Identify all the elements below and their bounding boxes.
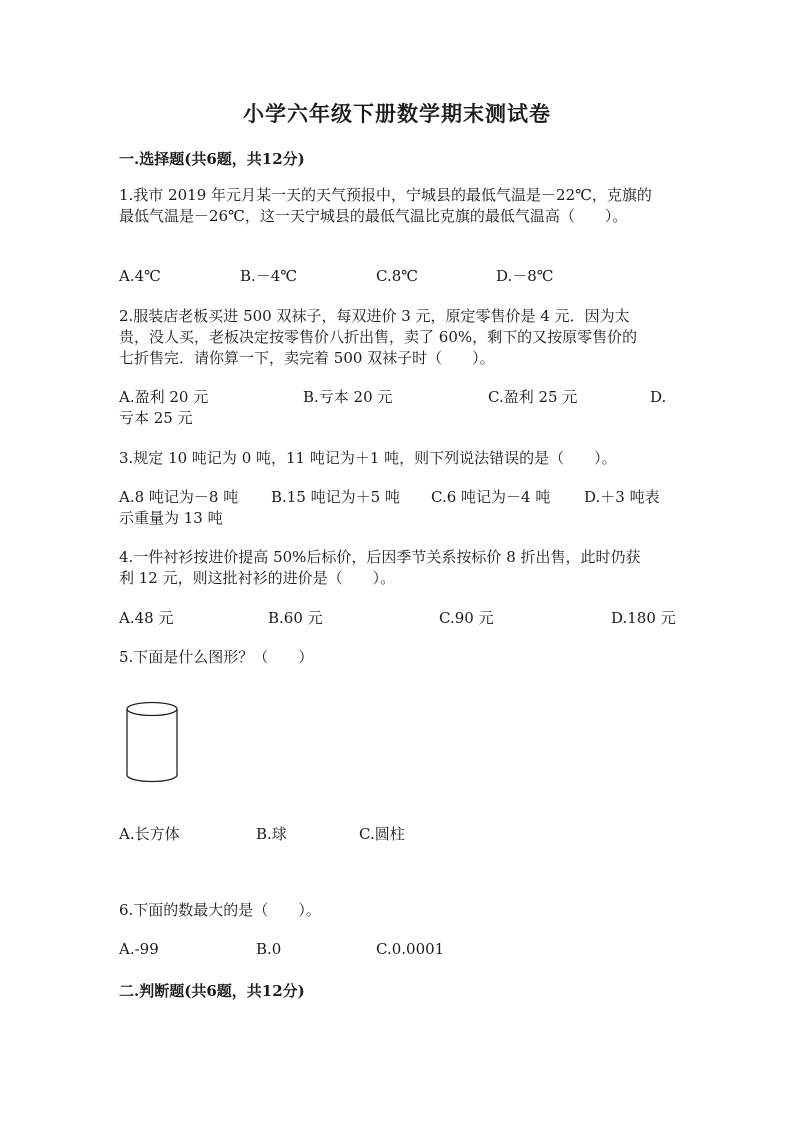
question-4-option-d: D.180 元 — [611, 609, 676, 627]
question-3-line-1: 3.规定 10 吨记为 0 吨，11 吨记为＋1 吨，则下列说法错误的是（ ）。 — [119, 449, 617, 467]
cylinder-figure — [124, 700, 182, 786]
question-2-line-3: 七折售完．请你算一下，卖完着 500 双袜子时（ ）。 — [119, 349, 495, 367]
question-6-option-b: B.0 — [256, 940, 282, 958]
question-6-option-c: C.0.0001 — [376, 940, 445, 958]
question-4-option-c: C.90 元 — [439, 609, 494, 627]
question-2-line-1: 2.服装店老板买进 500 双袜子，每双进价 3 元，原定零售价是 4 元．因为太 — [119, 307, 630, 325]
question-1-line-1: 1.我市 2019 年元月某一天的天气预报中，宁城县的最低气温是－22℃，克旗的 — [119, 186, 652, 204]
question-1 — [119, 185, 679, 227]
section-heading-judgment: 二.判断题(共6题，共12分) — [119, 982, 305, 1000]
question-6-line-1: 6.下面的数最大的是（ ）。 — [119, 901, 321, 919]
question-3-option-b: B.15 吨记为＋5 吨 — [271, 488, 400, 506]
cylinder-top-ellipse — [127, 703, 177, 716]
question-5 — [119, 647, 679, 668]
question-5-option-a: A.长方体 — [119, 825, 180, 843]
question-2-option-b: B.亏本 20 元 — [303, 388, 393, 406]
question-2-option-a: A.盈利 20 元 — [119, 388, 209, 406]
question-2 — [119, 306, 679, 369]
page-title: 小学六年级下册数学期末测试卷 — [243, 101, 551, 126]
section-heading-choice: 一.选择题(共6题，共12分) — [119, 150, 305, 168]
question-3-option-d-continued: 示重量为 13 吨 — [119, 509, 223, 527]
question-3-option-c: C.6 吨记为－4 吨 — [431, 488, 551, 506]
question-5-option-c: C.圆柱 — [359, 825, 405, 843]
question-1-option-d: D.－8℃ — [496, 267, 554, 285]
question-2-option-c: C.盈利 25 元 — [488, 388, 578, 406]
question-6-option-a: A.-99 — [119, 940, 159, 958]
question-1-option-b: B.－4℃ — [240, 267, 298, 285]
question-1-option-a: A.4℃ — [119, 267, 161, 285]
question-3-option-d: D.＋3 吨表 — [584, 488, 660, 506]
question-4-line-1: 4.一件衬衫按进价提高 50%后标价，后因季节关系按标价 8 折出售，此时仍获 — [119, 548, 641, 566]
question-5-option-b: B.球 — [256, 825, 287, 843]
question-3 — [119, 448, 679, 469]
question-5-line-1: 5.下面是什么图形？（ ） — [119, 648, 314, 666]
question-2-option-d-continued: 亏本 25 元 — [119, 409, 193, 427]
question-3-option-a: A.8 吨记为－8 吨 — [119, 488, 239, 506]
question-2-line-2: 贵，没人买，老板决定按零售价八折出售，卖了 60%，剩下的又按原零售价的 — [119, 328, 638, 346]
question-4 — [119, 547, 679, 589]
question-4-option-b: B.60 元 — [268, 609, 323, 627]
question-4-option-a: A.48 元 — [119, 609, 174, 627]
question-6 — [119, 900, 679, 921]
question-2-option-d: D. — [650, 388, 667, 406]
question-4-line-2: 利 12 元，则这批衬衫的进价是（ ）。 — [119, 569, 396, 587]
cylinder-bottom-arc — [127, 775, 177, 781]
question-1-line-2: 最低气温是－26℃，这一天宁城县的最低气温比克旗的最低气温高（ ）。 — [119, 207, 628, 225]
question-1-option-c: C.8℃ — [376, 267, 419, 285]
